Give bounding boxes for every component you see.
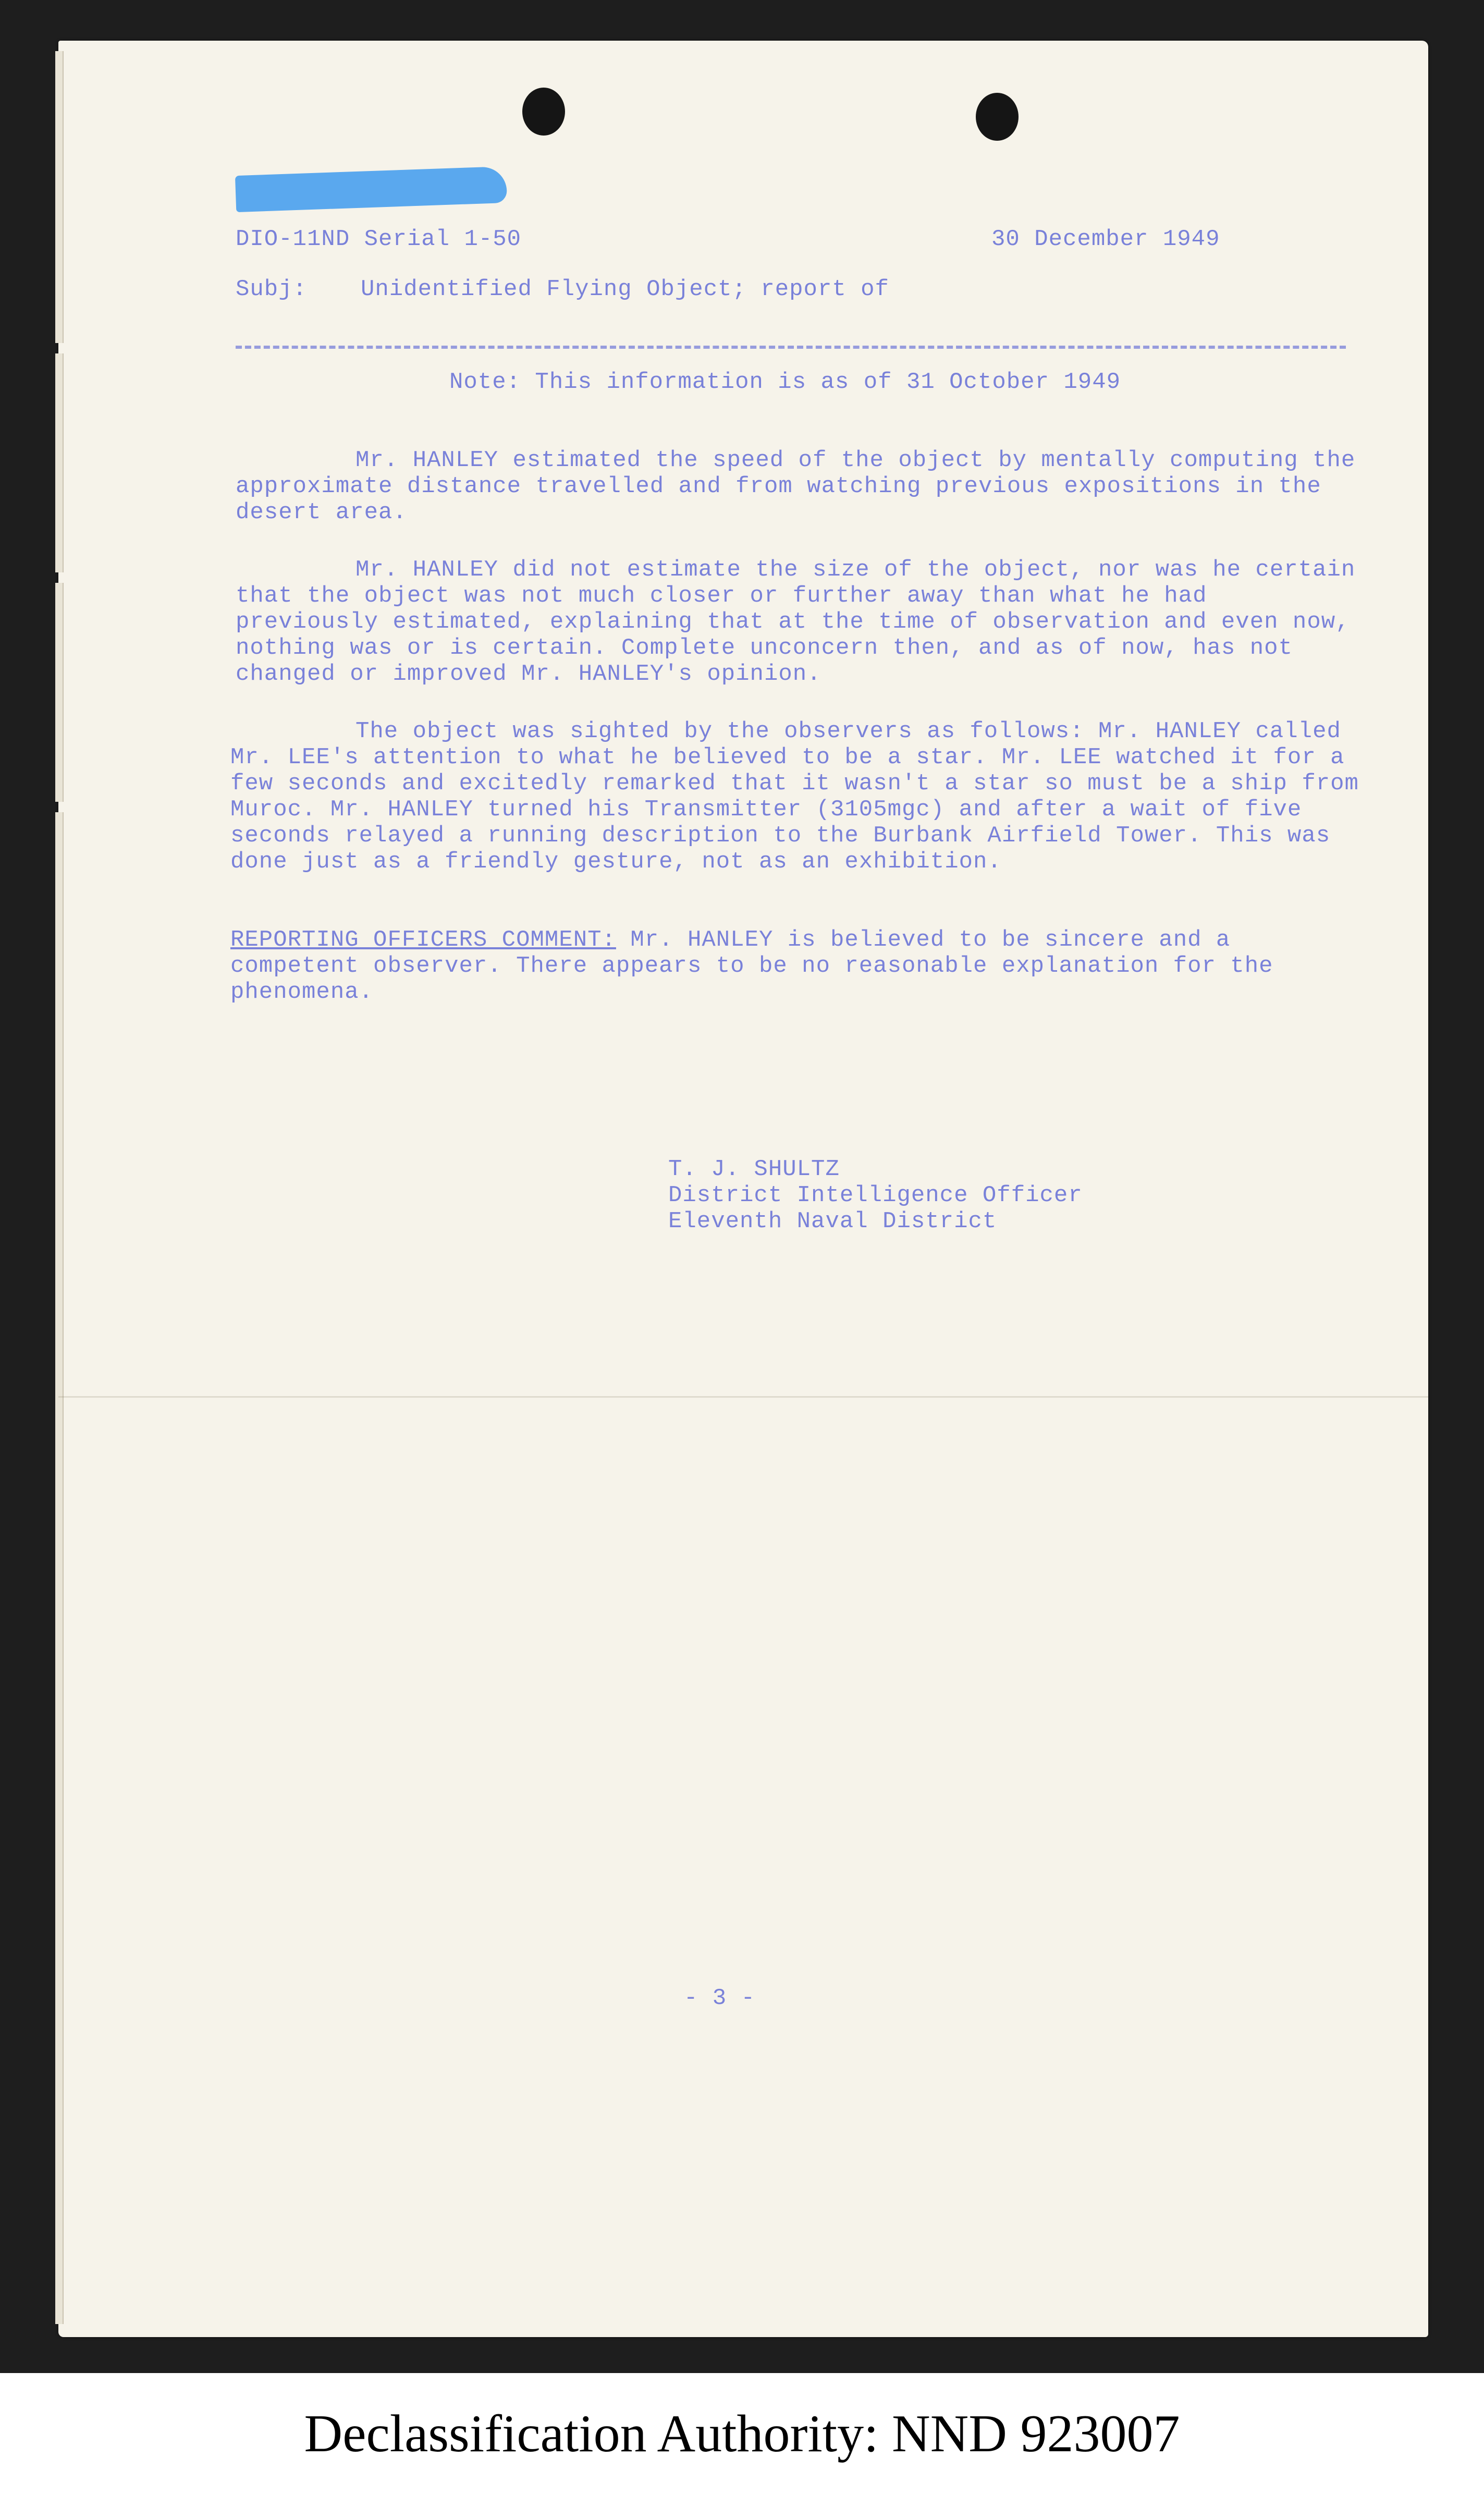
paragraph-size: Mr. HANLEY did not estimate the size of the object, nor was he certain that the object was not much closer or further away than what he had previously estimated, explaining that at the time of observation and even now, nothing was or is certain. Complete unconcern then, and as of now, has not changed or improved Mr. HANLEY's opinion. (236, 557, 1356, 687)
note-line: Note: This information is as of 31 October 1949 (449, 369, 1121, 395)
separator-line (236, 346, 1346, 349)
page-edge-tab (55, 51, 64, 343)
signature-district: Eleventh Naval District (668, 1208, 997, 1234)
redacted-classification-stamp (235, 166, 507, 212)
page-edge-tab (55, 583, 64, 802)
declassification-footer: Declassification Authority: NND 923007 (0, 2373, 1484, 2494)
serial-number: DIO-11ND Serial 1-50 (236, 226, 522, 252)
document-page (58, 41, 1428, 2337)
comment-label: REPORTING OFFICERS COMMENT: (230, 927, 616, 953)
comment-text: Mr. HANLEY is believed to be sincere and a competent observer. There appears to be no reasonable explanation for the phenomena. (230, 927, 1273, 1005)
signature-name: T. J. SHULTZ (668, 1156, 840, 1182)
page-fold-line (58, 1396, 1428, 1398)
reporting-comment (230, 927, 1356, 1005)
page-number: - 3 - (684, 1985, 756, 2011)
punch-hole (976, 93, 1019, 141)
paragraph-speed: Mr. HANLEY estimated the speed of the object by mentally computing the approximate distance travelled and from watching previous expositions in the desert area. (236, 447, 1356, 525)
document-date: 30 December 1949 (991, 226, 1220, 252)
page-edge-tab (55, 353, 64, 572)
page-edge-tab (55, 812, 64, 2324)
punch-hole (522, 88, 565, 136)
subject-label: Subj: (236, 276, 308, 302)
subject-line: Unidentified Flying Object; report of (361, 276, 889, 302)
signature-title: District Intelligence Officer (668, 1182, 1083, 1208)
paragraph-sighting: The object was sighted by the observers as follows: Mr. HANLEY called Mr. LEE's attention to what he believed to be a star. Mr. LEE watched it for a few seconds and excitedly remarked that it wasn't a star so must be a ship from Muroc. Mr. HANLEY turned his Transmitter (3105mgc) and after a wait of five seconds relayed a running description to the Burbank Airfield Tower. This was done just as a friendly gesture, not as an exhibition. (230, 718, 1359, 875)
